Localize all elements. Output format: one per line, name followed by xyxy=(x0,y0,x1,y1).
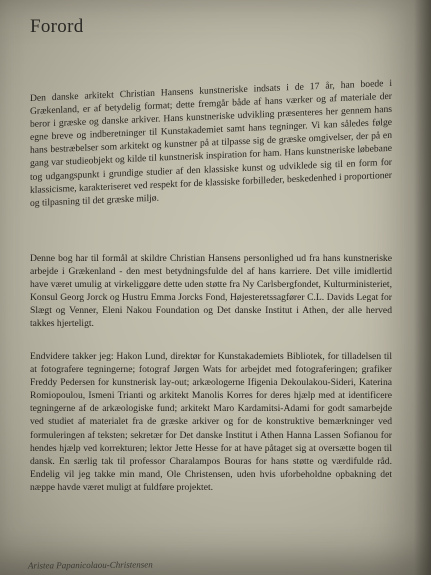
page-edge-shadow xyxy=(414,0,431,575)
page-heading: Forord xyxy=(30,16,84,37)
paragraph-acknowledgements: Endvidere takker jeg: Hakon Lund, direktør for Kunstakademiets Bibliotek, for tilladelsen til at fotografere tegningerne; fotograf Jørgen Wats for arbejdet med fotograferingen; grafiker Freddy Pedersen for kunstnerisk lay-out; arkæologerne Ifigenia Dekoulakou-Sideri, Katerina Romiopoulou, Ismeni Trianti og arkitekt Manolis Korres for deres hjælp med at identificere tegningerne af de arkæologiske fund; arkitekt Maro Kardamitsi-Adami for godt samarbejde ved studiet af materialet fra de græske arkiver og for de konstruktive bemærkninger ved formuleringen af teksten; sekretær for Det danske Institut i Athen Hanna Lassen Sofianou for hendes hjælp ved korrekturen; lektor Jette Hesse for at have påtaget sig at oversætte bogen til dansk. En særlig tak til professor Charalampos Bouras for hans støtte og værdifulde råd. Endelig vil jeg takke min mand, Ole Christensen, uden hvis uforbeholdne opbakning det næppe havde været muligt at fuldføre projektet. xyxy=(30,351,392,493)
paragraph-purpose: Denne bog har til formål at skildre Christian Hansens personlighed ud fra hans kunstneriske arbejde i Grækenland - den mest betydningsfulde del af hans karriere. Det ville imidlertid have været umulig at virkeliggøre dette uden støtte fra Ny Carlsbergfondet, Kulturministeriet, Konsul Georg Jorck og Hustru Emma Jorcks Fond, Højesteretssagfører C.L. Davids Legat for Slægt og Venner, Eleni Nakou Foundation og Det danske Institut i Athen, der alle herved takkes hjerteligt. xyxy=(30,253,392,330)
author-signature: Aristea Papanicolaou-Christensen xyxy=(27,559,153,571)
paragraph-intro: Den danske arkitekt Christian Hansens kunstneriske indsats i de 17 år, han boede i Grækenland, er af betydelig format; dette fremgår både af hans værker og af materiale der beror i græske og danske arkiver. Hans kunstneriske udvikling præsenteres her gennem hans egne breve og indberetninger til Kunstakademiet samt hans tegninger. Vi kan således følge hans bestræbelser som arkitekt og kunstner på at tilpasse sig de græske omgivelser, der på en gang var studieobjekt og kilde til kunstnerisk inspiration for ham. Hans kunstneriske løbebane tog udgangspunkt i grundige studier af den klassiske kunst og udviklede sig til en form for klassicisme, karakteriseret ved respekt for de klassiske forbilleder, beskedenhed i proportioner og tilpasning til det græske miljø. xyxy=(30,77,392,209)
